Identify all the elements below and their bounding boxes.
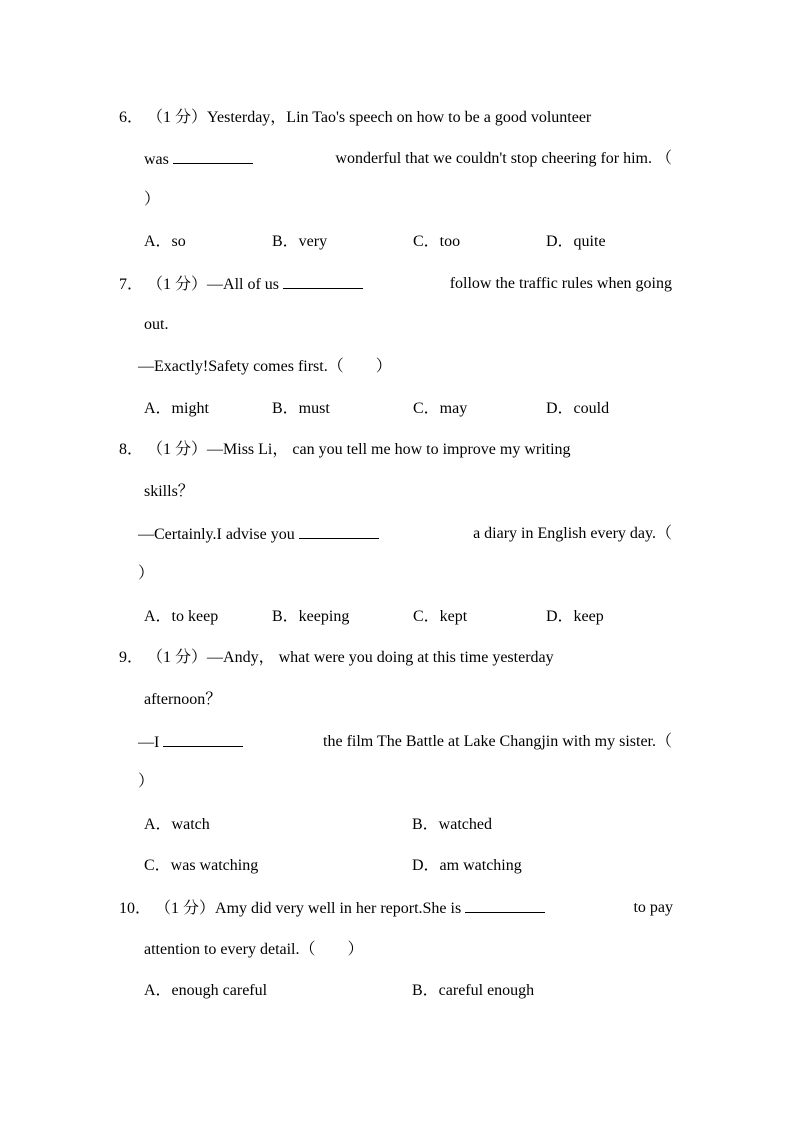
option-b[interactable]: B．keeping	[272, 608, 350, 625]
option-b[interactable]: B．careful enough	[412, 982, 535, 999]
question-7-number: 7．	[119, 276, 144, 293]
option-c[interactable]: C．was watching	[144, 857, 259, 874]
question-9-score: （1 分）	[147, 649, 208, 666]
question-8-line-1: 8． （1 分）—Miss Li， can you tell me how to improve my writing	[119, 441, 571, 458]
question-10-number: 10．	[119, 900, 152, 917]
question-6-text: Yesterday，Lin Tao's speech on how to be a good volunteer	[207, 109, 592, 126]
question-9-line-2: afternoon？	[144, 691, 222, 708]
option-c[interactable]: C．may	[413, 400, 468, 417]
question-6-line-3: ）	[144, 191, 161, 208]
question-9-number: 9．	[119, 649, 144, 666]
question-8-line-2: skills？	[144, 483, 194, 500]
question-9-line-4: ）	[138, 773, 155, 790]
option-b[interactable]: B．must	[272, 400, 330, 417]
question-9-line-1: 9． （1 分）—Andy， what were you doing at this time yesterday	[119, 649, 554, 666]
question-7-line-1: 7． （1 分）—All of us follow the traffic rules when going	[119, 275, 672, 293]
question-10-line-1: 10． （1 分）Amy did very well in her report.She is to pay	[119, 899, 673, 917]
answer-blank[interactable]	[299, 524, 379, 539]
option-d[interactable]: D．keep	[546, 608, 604, 625]
option-a[interactable]: A．enough careful	[144, 982, 268, 999]
question-6-score: （1 分）	[147, 109, 208, 126]
option-d[interactable]: D．am watching	[412, 857, 522, 874]
answer-blank[interactable]	[283, 274, 363, 289]
answer-blank[interactable]	[163, 732, 243, 747]
option-a[interactable]: A．watch	[144, 816, 210, 833]
question-7-line-2: out.	[144, 316, 169, 333]
question-10-line-2: attention to every detail.（ ）	[144, 941, 364, 958]
option-a[interactable]: A．so	[144, 233, 186, 250]
option-c[interactable]: C．kept	[413, 608, 468, 625]
question-8-number: 8．	[119, 441, 144, 458]
question-10-score: （1 分）	[155, 900, 216, 917]
answer-blank[interactable]	[465, 898, 545, 913]
option-d[interactable]: D．quite	[546, 233, 606, 250]
question-8-line-4: ）	[138, 565, 155, 582]
option-b[interactable]: B．watched	[412, 816, 492, 833]
question-7-line-3: —Exactly!Safety comes first.（ ）	[138, 358, 392, 375]
question-9-line-3: —I the film The Battle at Lake Changjin with my sister.（	[138, 733, 672, 751]
option-a[interactable]: A．to keep	[144, 608, 219, 625]
question-7-score: （1 分）	[147, 276, 208, 293]
option-a[interactable]: A．might	[144, 400, 209, 417]
question-6-line-1	[119, 108, 671, 128]
question-6-line-2: was wonderful that we couldn't stop cheering for him. （	[144, 150, 672, 168]
option-d[interactable]: D．could	[546, 400, 610, 417]
answer-blank[interactable]	[173, 149, 253, 164]
question-8-line-3: —Certainly.I advise you a diary in English every day.（	[138, 525, 672, 543]
option-b[interactable]: B．very	[272, 233, 328, 250]
question-6-number: 6．	[119, 109, 144, 126]
option-c[interactable]: C．too	[413, 233, 461, 250]
question-8-score: （1 分）	[147, 441, 208, 458]
